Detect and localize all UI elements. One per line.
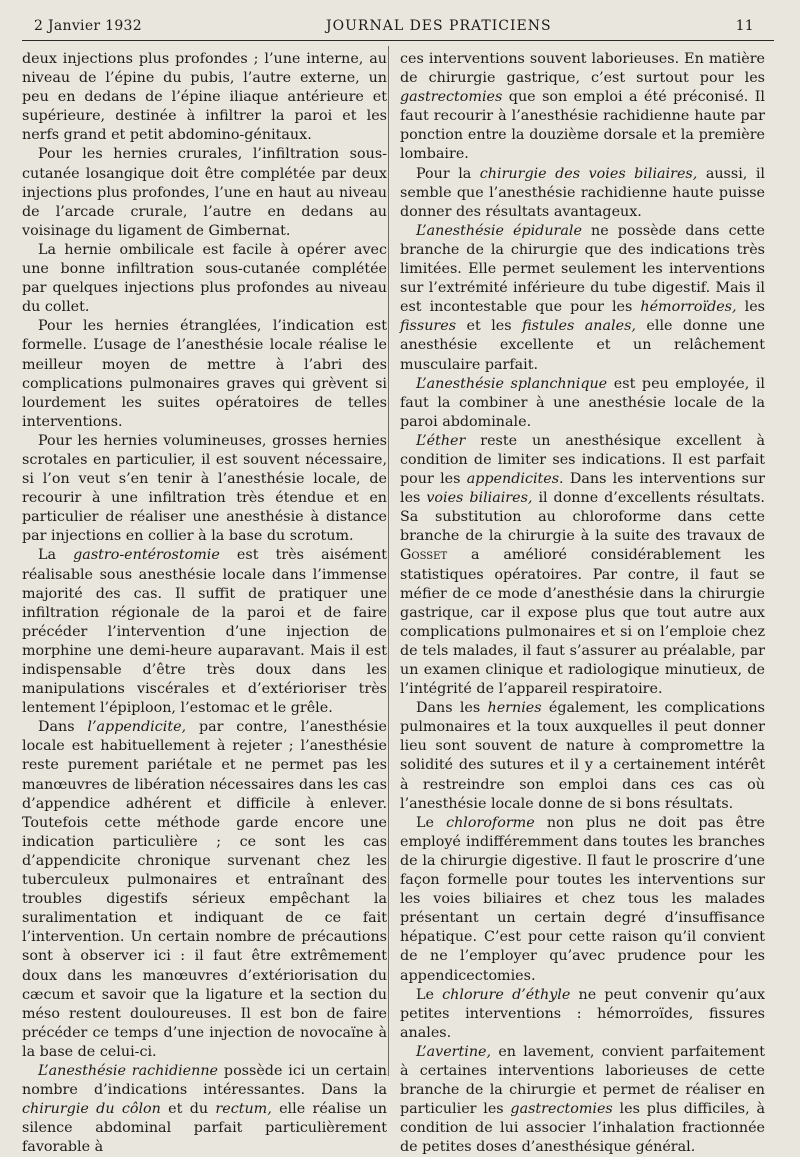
emphasized-term: fistules anales, bbox=[522, 318, 636, 335]
paragraph bbox=[400, 814, 765, 986]
text-run: Le bbox=[416, 814, 447, 831]
emphasized-term: hémorroïdes, bbox=[640, 299, 737, 316]
text-run: Pour les hernies volumineuses, grosses hernies scrotales en particulier, il est souvent nécessaire, si l’on veut s’en tenir à l’anesthésie locale, de recourir à une infiltration très étendue et en particulier de réaliser une anesthésie à distance par injections en collier à la base du scrotum. bbox=[22, 432, 387, 545]
emphasized-term: L’anesthésie rachidienne bbox=[38, 1062, 219, 1079]
emphasized-term: chirurgie des voies biliaires, bbox=[479, 165, 698, 182]
text-run: Pour les hernies crurales, l’infiltration sous-cutanée losangique doit être complétée par deux injections plus profondes, l’une en haut au niveau de l’arcade crurale, l’autre en dedans au voisinage du ligament de Gimbernat. bbox=[22, 146, 387, 239]
text-run: que son emploi a été préconisé. Il faut recourir à l’anesthésie rachidienne haute par ponction entre la douzième dorsale et la première lombaire. bbox=[400, 89, 765, 163]
paragraph bbox=[400, 432, 765, 699]
text-run: en lavement, convient parfaitement à certaines interventions laborieuses de cette branche de la chirurgie et permet de réaliser en particulier les bbox=[400, 1043, 765, 1118]
paragraph bbox=[22, 241, 387, 317]
text-run: il donne d’excellents résultats. Sa substitution au chloroforme dans cette branche de la chirurgie à la suite des travaux de bbox=[400, 490, 765, 545]
journal-title: JOURNAL DES PRATICIENS bbox=[326, 18, 552, 34]
text-run: par contre, l’anesthésie locale est habituellement à rejeter ; l’anesthésie reste purement pariétale et ne permet pas les manœuvres de libération nécessaires dans les cas d’appendice adhérent et difficile à enlever. Toutefois cette méthode garde encore une indication particulière ; ce sont les cas d’appendicite chronique survenant chez les tuberculeux pulmonaires et entraînant des troubles digestifs sérieux empêchant la suralimentation et indiquant de ce fait l’intervention. Un certain nombre de précautions sont à observer ici : il faut être extrêmement doux dans les manœuvres d’extériorisation du cæcum et savoir que la ligature et la section du méso restent douloureuses. Il est bon de faire précéder ce temps d’une injection de novocaïne à la base de celui-ci. bbox=[22, 719, 388, 1060]
paragraph bbox=[400, 986, 765, 1043]
emphasized-term: L’anesthésie splanchnique bbox=[416, 375, 608, 392]
text-run: est peu employée, il faut la combiner à une anesthésie locale de la paroi abdominale. bbox=[400, 375, 765, 430]
text-run: les bbox=[736, 299, 765, 316]
paragraph bbox=[400, 1043, 765, 1157]
text-run: non plus ne doit pas être employé indifféremment dans toutes les branches de la chirurgie digestive. Il faut le proscrire d’une façon formelle pour toutes les interventions sur les voies biliaires et chez tous les malades présentant un certain degré d’insuffisance hépatique. C’est pour cette raison qu’il convient de ne l’employer qu’avec prudence pour les appendicectomies. bbox=[400, 814, 766, 984]
emphasized-term: voies biliaires, bbox=[426, 490, 533, 507]
right-column bbox=[400, 50, 765, 1157]
text-run: possède ici un certain nombre d’indications intéressantes. Dans la bbox=[22, 1062, 387, 1099]
text-run: reste un anesthésique excellent à condition de limiter ses indications. Il est parfait pour les bbox=[400, 432, 765, 488]
text-run: La hernie ombilicale est facile à opérer avec une bonne infiltration sous-cutanée complétée par quelques injections plus profondes au niveau du collet. bbox=[22, 241, 387, 316]
text-run: Dans bbox=[38, 719, 88, 736]
emphasized-term: chlorure d’éthyle bbox=[442, 986, 571, 1003]
paragraph bbox=[22, 546, 387, 718]
text-run: deux injections plus profondes ; l’une interne, au niveau de l’épine du pubis, l’autre externe, un peu en dedans de l’épine iliaque antérieure et supérieure, destinée à infiltrer la paroi et les nerfs grand et petit abdomino-génitaux. bbox=[22, 51, 387, 144]
header-rule bbox=[22, 40, 774, 41]
emphasized-term: L’éther bbox=[416, 432, 466, 449]
emphasized-term: chloroforme bbox=[446, 814, 535, 831]
emphasized-term: gastrectomies bbox=[510, 1101, 613, 1118]
emphasized-term: appendicites. bbox=[466, 471, 564, 488]
left-column bbox=[22, 50, 387, 1157]
text-run: les plus difficiles, à condition de lui associer l’inhalation fractionnée de petites doses d’anesthésique général. bbox=[400, 1101, 765, 1156]
text-run: Pour les hernies étranglées, l’indication est formelle. L’usage de l’anesthésie locale réalise le meilleur moyen de mettre à l’abri des complications pulmonaires graves qui grèvent si lourdement les suites opératoires de telles interventions. bbox=[22, 318, 387, 430]
paragraph bbox=[400, 699, 765, 814]
paragraph bbox=[22, 50, 387, 145]
paragraph bbox=[22, 317, 387, 432]
emphasized-term: gastrectomies bbox=[400, 89, 503, 106]
text-run: également, les complications pulmonaires et la toux auxquelles il peut donner lieu sont souvent de nature à compromettre la solidité des sutures et il y a certainement intérêt à restreindre son emploi dans ces cas où l’anesthésie locale donne de si bons résultats. bbox=[400, 700, 765, 812]
text-run: La bbox=[38, 547, 74, 564]
paragraph bbox=[22, 145, 387, 240]
paragraph bbox=[400, 222, 765, 375]
paragraph bbox=[400, 375, 765, 432]
emphasized-term: l’appendicite, bbox=[87, 719, 187, 736]
text-run: Pour la bbox=[416, 165, 480, 182]
text-run: et du bbox=[160, 1101, 216, 1118]
emphasized-term: gastro-entérostomie bbox=[73, 547, 220, 564]
emphasized-term: chirurgie du côlon bbox=[22, 1101, 161, 1118]
paragraph bbox=[22, 432, 387, 547]
paragraph bbox=[22, 1062, 387, 1157]
text-run: aussi, il semble que l’anesthésie rachidienne haute puisse donner des résultats avantageux. bbox=[400, 165, 765, 220]
page-header bbox=[34, 18, 754, 40]
text-run: Le bbox=[416, 986, 443, 1003]
header-date: 2 Janvier 1932 bbox=[34, 18, 142, 34]
paragraph bbox=[22, 718, 387, 1062]
emphasized-term: hernies bbox=[487, 700, 542, 717]
text-run: elle donne une anesthésie excellente et un relâchement musculaire parfait. bbox=[400, 318, 765, 373]
text-run: a amélioré considérablement les statistiques opératoires. Par contre, il faut se méfier de ce mode d’anesthésie dans la chirurgie gastrique, car il expose plus que tout autre aux complications pulmonaires et si on l’emploie chez de tels malades, il faut s’assurer au préalable, par un examen clinique et radiologique minutieux, de l’intégrité de l’appareil respiratoire. bbox=[400, 547, 765, 698]
paragraph bbox=[400, 165, 765, 222]
text-run: elle réalise un silence abdominal parfait particulièrement favorable à bbox=[22, 1101, 387, 1156]
paragraph bbox=[400, 50, 765, 165]
column-divider bbox=[388, 46, 389, 1076]
text-run: est très aisément réalisable sous anesthésie locale dans l’immense majorité des cas. Il suffit de pratiquer une infiltration régionale de la paroi et de faire précéder l’intervention d’une injection de morphine une demi-heure auparavant. Mais il est indispensable d’être très doux dans les manipulations viscérales et d’extérioriser très lentement l’épiploon, l’estomac et le grêle. bbox=[22, 547, 387, 717]
text-run: et les bbox=[456, 318, 523, 335]
text-run: ne peut convenir qu’aux petites interventions : hémorroïdes, fissures anales. bbox=[400, 986, 766, 1041]
text-run: Dans les bbox=[416, 700, 488, 717]
page-number: 11 bbox=[735, 18, 754, 34]
text-run: ces interventions souvent laborieuses. En matière de chirurgie gastrique, c’est surtout pour les bbox=[400, 51, 765, 87]
emphasized-term: fissures bbox=[400, 318, 457, 335]
emphasized-term: L’avertine, bbox=[416, 1043, 492, 1060]
emphasized-term: L’anesthésie épidurale bbox=[416, 222, 582, 239]
text-run: ne possède dans cette branche de la chirurgie que des indications très limitées. Elle permet seulement les interventions sur l’extrémité inférieure du tube digestif. Mais il est incontestable que pour les bbox=[400, 222, 766, 316]
text-run: Dans les interventions sur les bbox=[400, 471, 766, 507]
author-name: Gosset bbox=[400, 547, 448, 564]
emphasized-term: rectum, bbox=[215, 1101, 272, 1118]
